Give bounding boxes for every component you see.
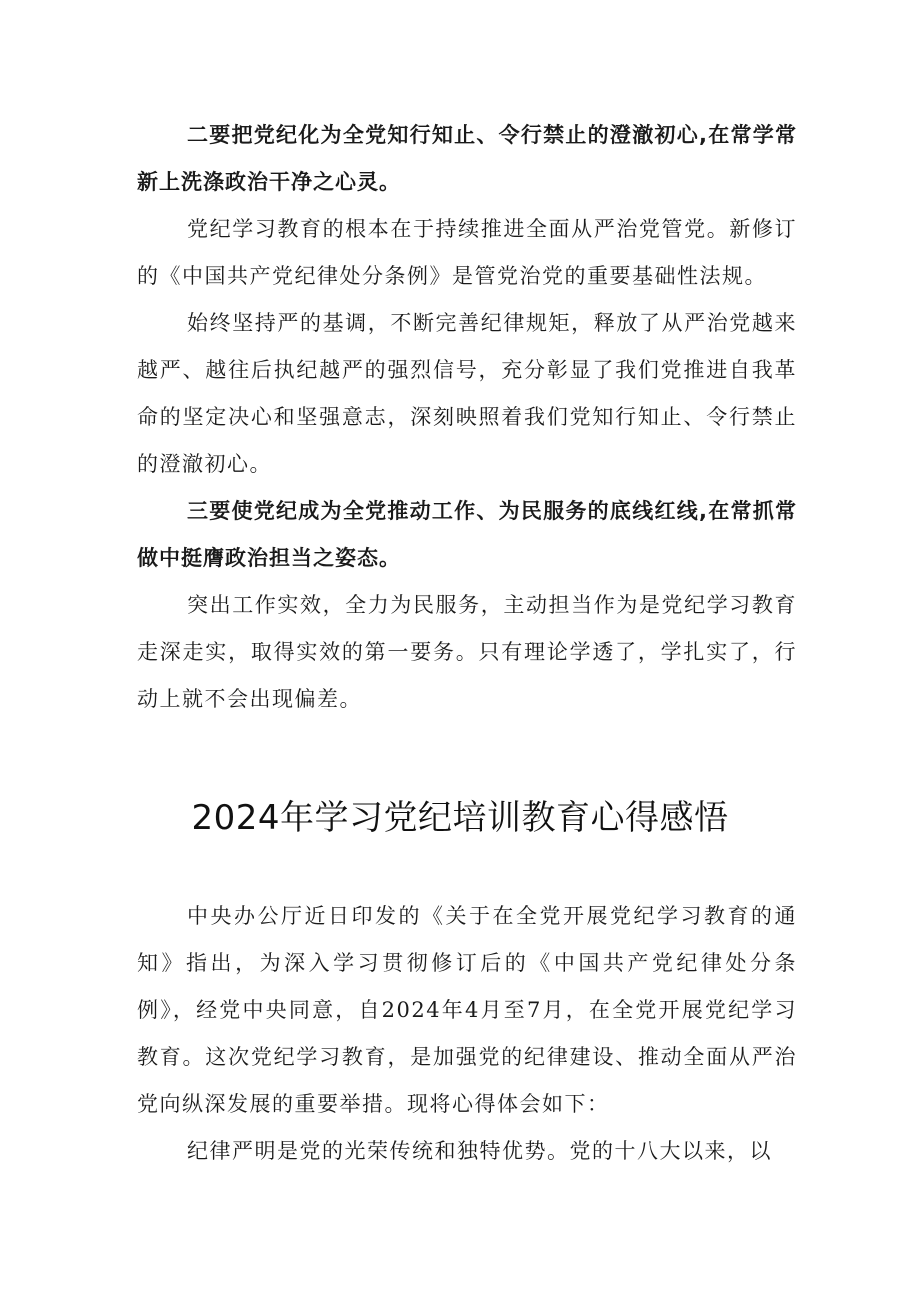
- body-paragraph: 中央办公厅近日印发的《关于在全党开展党纪学习教育的通知》指出，为深入学习贯彻修订后的《中国共产党纪律处分条例》，经党中央同意，自2024年4月至7月，在全党开展党纪学习教育。这次党纪学习教育，是加强党的纪律建设、推动全面从严治党向纵深发展的重要举措。现将心得体会如下：: [137, 904, 797, 1116]
- section-heading-2: 二要把党纪化为全党知行知止、令行禁止的澄澈初心,在常学常新上洗涤政治干净之心灵。: [137, 123, 797, 194]
- body-paragraph: 突出工作实效，全力为民服务，主动担当作为是党纪学习教育走深走实，取得实效的第一要务。只有理论学透了，学扎实了，行动上就不会出现偏差。: [137, 593, 797, 711]
- article-title: 2024年学习党纪培训教育心得感悟: [191, 798, 729, 838]
- body-paragraph: 党纪学习教育的根本在于持续推进全面从严治党管党。新修订的《中国共产党纪律处分条例》是管党治党的重要基础性法规。: [137, 217, 797, 288]
- section-heading-3: 三要使党纪成为全党推动工作、为民服务的底线红线,在常抓常做中挺膺政治担当之姿态。: [137, 499, 797, 570]
- body-paragraph: 始终坚持严的基调，不断完善纪律规矩，释放了从严治党越来越严、越往后执纪越严的强烈信号，充分彰显了我们党推进自我革命的坚定决心和坚强意志，深刻映照着我们党知行知止、令行禁止的澄澈初心。: [137, 311, 797, 476]
- body-paragraph: 纪律严明是党的光荣传统和独特优势。党的十八大以来，以: [187, 1139, 772, 1163]
